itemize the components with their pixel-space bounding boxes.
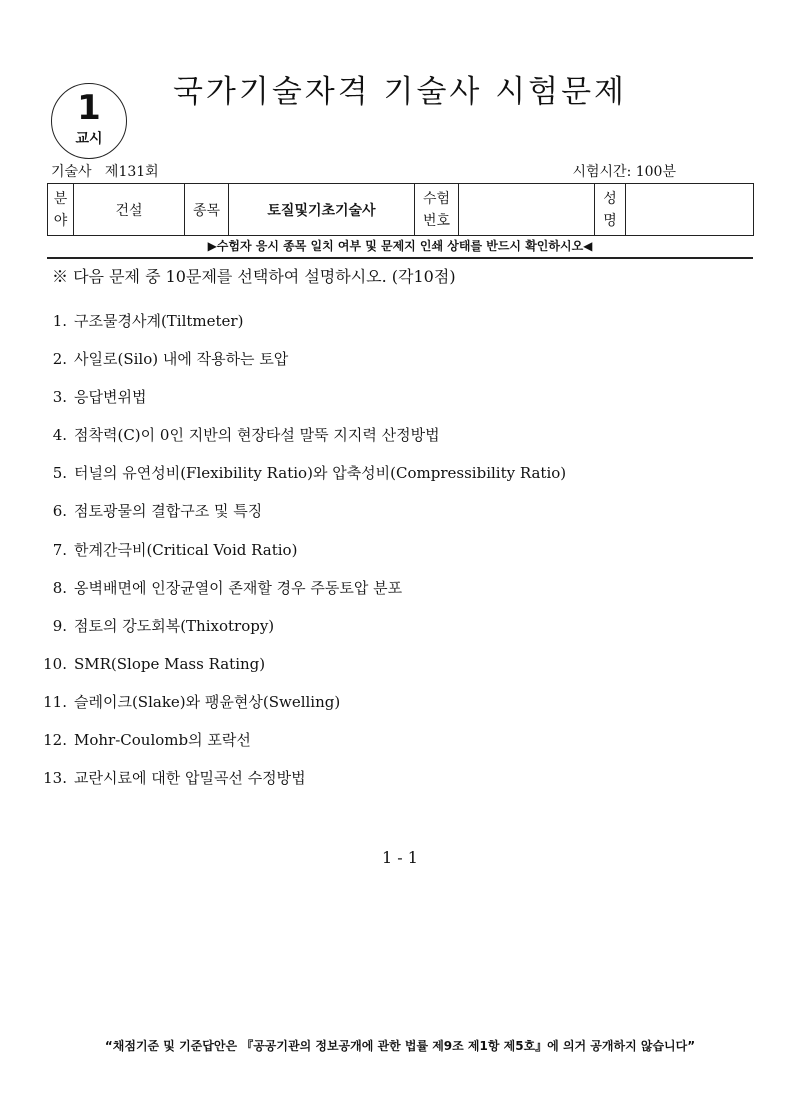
- document-title: 국가기술자격 기술사 시험문제: [172, 74, 627, 110]
- question-number: 6.: [52, 502, 67, 521]
- name-field[interactable]: [626, 184, 754, 236]
- session-badge: [51, 83, 127, 159]
- exam-time: 시험시간: 100분: [572, 164, 676, 180]
- question-text: SMR(Slope Mass Rating): [74, 654, 266, 673]
- question-item: [40, 384, 760, 422]
- question-item: [40, 613, 760, 651]
- exam-number-label-line2: 번호: [422, 212, 451, 229]
- instruction: ※ 다음 문제 중 10문제를 선택하여 설명하시오. (각10점): [52, 267, 456, 286]
- check-notice: ▶수험자 응시 종목 일치 여부 및 문제지 인쇄 상태를 반드시 확인하시오◀: [207, 239, 593, 253]
- question-number: 2.: [52, 350, 67, 369]
- question-text: 터널의 유연성비(Flexibility Ratio)와 압축성비(Compressibility Ratio): [74, 464, 567, 483]
- category-value: 토질및기초기술사: [229, 184, 415, 236]
- question-item: [40, 727, 760, 765]
- question-item: [40, 308, 760, 346]
- exam-number-field[interactable]: [459, 184, 595, 236]
- question-number: 10.: [43, 654, 67, 673]
- question-number: 7.: [52, 540, 67, 559]
- session-number: 1: [77, 88, 101, 128]
- question-item: [40, 346, 760, 384]
- question-text: 슬레이크(Slake)와 팽윤현상(Swelling): [74, 692, 341, 711]
- field-label-line1: 분: [53, 190, 68, 207]
- name-label-line1: 성: [603, 190, 617, 207]
- question-text: 점착력(C)이 0인 지반의 현장타설 말뚝 지지력 산정방법: [74, 426, 440, 445]
- question-item: [40, 689, 760, 727]
- question-text: 구조물경사계(Tiltmeter): [74, 312, 244, 330]
- question-item: [40, 422, 760, 460]
- field-value: 건설: [74, 184, 185, 236]
- question-number: 4.: [52, 426, 67, 445]
- exam-info-table: [47, 183, 754, 236]
- question-list: [40, 308, 760, 803]
- question-item: [40, 765, 760, 803]
- question-text: 점토광물의 결합구조 및 특징: [74, 502, 263, 521]
- question-number: 12.: [43, 731, 67, 750]
- exam-round: 기술사 제131회: [51, 164, 159, 180]
- exam-number-label-line1: 수험: [422, 190, 451, 207]
- question-text: 점토의 강도회복(Thixotropy): [74, 616, 275, 635]
- question-number: 11.: [43, 692, 67, 711]
- question-number: 1.: [52, 312, 67, 330]
- question-text: 사일로(Silo) 내에 작용하는 토압: [74, 350, 289, 369]
- question-text: 교란시료에 대한 압밀곡선 수정방법: [74, 769, 306, 788]
- page-number: 1 - 1: [382, 848, 418, 867]
- question-text: 한계간극비(Critical Void Ratio): [74, 540, 298, 559]
- exam-number-label-cell: [415, 184, 459, 236]
- question-number: 8.: [52, 578, 67, 597]
- session-label: 교시: [75, 131, 103, 147]
- field-label-cell: [48, 184, 74, 236]
- question-number: 13.: [43, 769, 67, 788]
- field-label-line2: 야: [53, 212, 68, 229]
- question-number: 3.: [52, 388, 67, 407]
- question-text: 옹벽배면에 인장균열이 존재할 경우 주동토압 분포: [74, 578, 403, 597]
- name-label-cell: [595, 184, 626, 236]
- question-item: [40, 575, 760, 613]
- disclosure-footer: “채점기준 및 기준답안은 『공공기관의 정보공개에 관한 법률 제9조 제1항 제5호』에 의거 공개하지 않습니다”: [104, 1039, 696, 1053]
- question-item: [40, 498, 760, 536]
- question-number: 9.: [52, 616, 67, 635]
- question-text: Mohr-Coulomb의 포락선: [74, 731, 251, 750]
- divider: [47, 257, 753, 259]
- question-item: [40, 460, 760, 498]
- question-number: 5.: [52, 464, 67, 483]
- question-item: [40, 537, 760, 575]
- question-item: [40, 651, 760, 689]
- name-label-line2: 명: [603, 212, 617, 229]
- question-text: 응답변위법: [74, 388, 147, 407]
- category-label: 종목: [185, 184, 229, 236]
